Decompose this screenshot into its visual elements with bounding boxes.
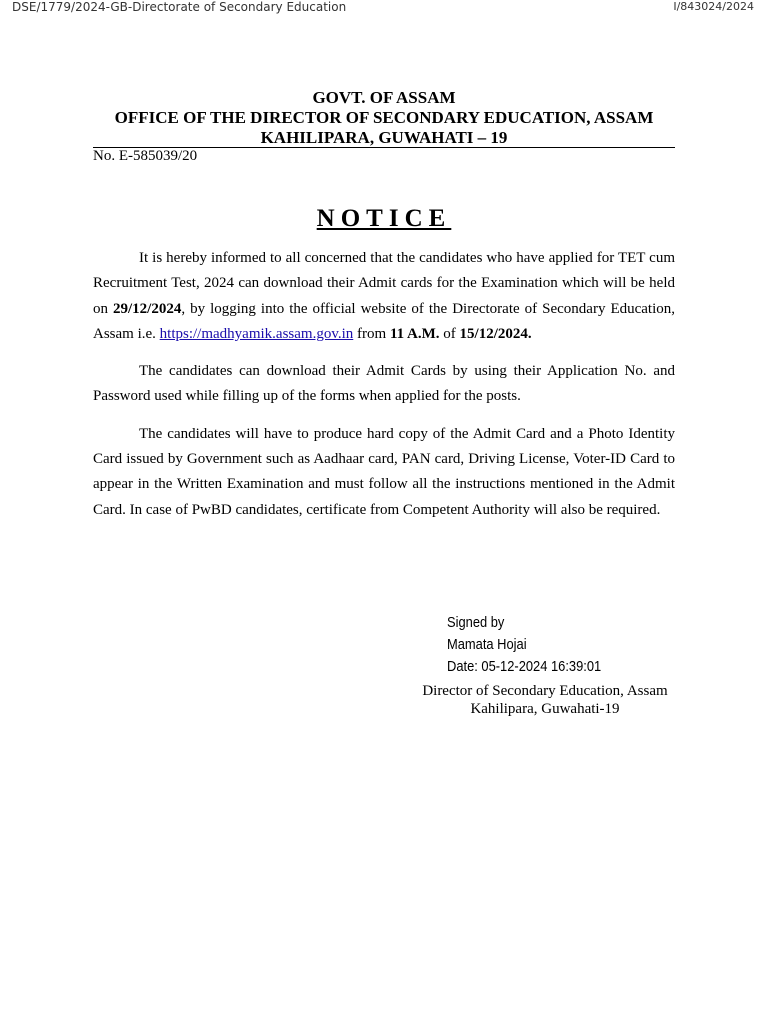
paragraph-1-text-a: It is hereby informed to all concerned that the candidates who have applied for TET cum Recruitment Test, 2024 can download their Admit cards for the Examination which will be held on (93, 250, 675, 317)
paragraph-3: The candidates will have to produce hard copy of the Admit Card and a Photo Identity Card issued by Government such as Aadhaar card, PAN card, Driving License, Voter-ID Card to appear in the Written Examination and must follow all the instructions mentioned in the Admit Card. In case of PwBD candidates, certificate from Competent Authority will also be required. (93, 425, 675, 518)
designation-line-2: Kahilipara, Guwahati-19 (470, 701, 620, 717)
signatory-designation (400, 682, 690, 718)
document-top-bar (0, 0, 768, 16)
reference-number: No. E-585039/20 (93, 148, 198, 164)
letterhead-line-3: KAHILIPARA, GUWAHATI – 19 (260, 128, 508, 147)
designation-line-1: Director of Secondary Education, Assam (422, 683, 668, 699)
website-link[interactable]: https://madhyamik.assam.gov.in (159, 325, 354, 342)
paragraph-1-text-b: , by logging into the official website of the Directorate of Secondary Education, Assam i.e. (93, 300, 676, 342)
paragraph-1 (93, 246, 675, 347)
exam-date: 29/12/2024 (113, 300, 182, 317)
letterhead-line-1: GOVT. OF ASSAM (312, 88, 456, 107)
digital-signature (447, 612, 601, 678)
notice-body (93, 246, 675, 535)
letterhead-line-2: OFFICE OF THE DIRECTOR OF SECONDARY EDUCATION, ASSAM (114, 108, 654, 127)
letterhead (93, 88, 675, 148)
signatory-name: Mamata Hojai (447, 636, 527, 653)
paragraph-1-text-d: of (439, 325, 460, 342)
paragraph-1-text-c: from (353, 325, 390, 342)
start-date: 15/12/2024. (459, 325, 532, 342)
signature-date: Date: 05-12-2024 16:39:01 (447, 658, 602, 675)
start-time: 11 A.M. (389, 325, 440, 342)
file-reference: DSE/1779/2024-GB-Directorate of Secondary Education (12, 0, 347, 14)
paragraph-2: The candidates can download their Admit Cards by using their Application No. and Password used while filling up of the forms when applied for the posts. (93, 363, 675, 405)
notice-title: NOTICE (316, 205, 452, 232)
inward-number: I/843024/2024 (673, 0, 754, 13)
signed-by-label: Signed by (447, 614, 505, 631)
